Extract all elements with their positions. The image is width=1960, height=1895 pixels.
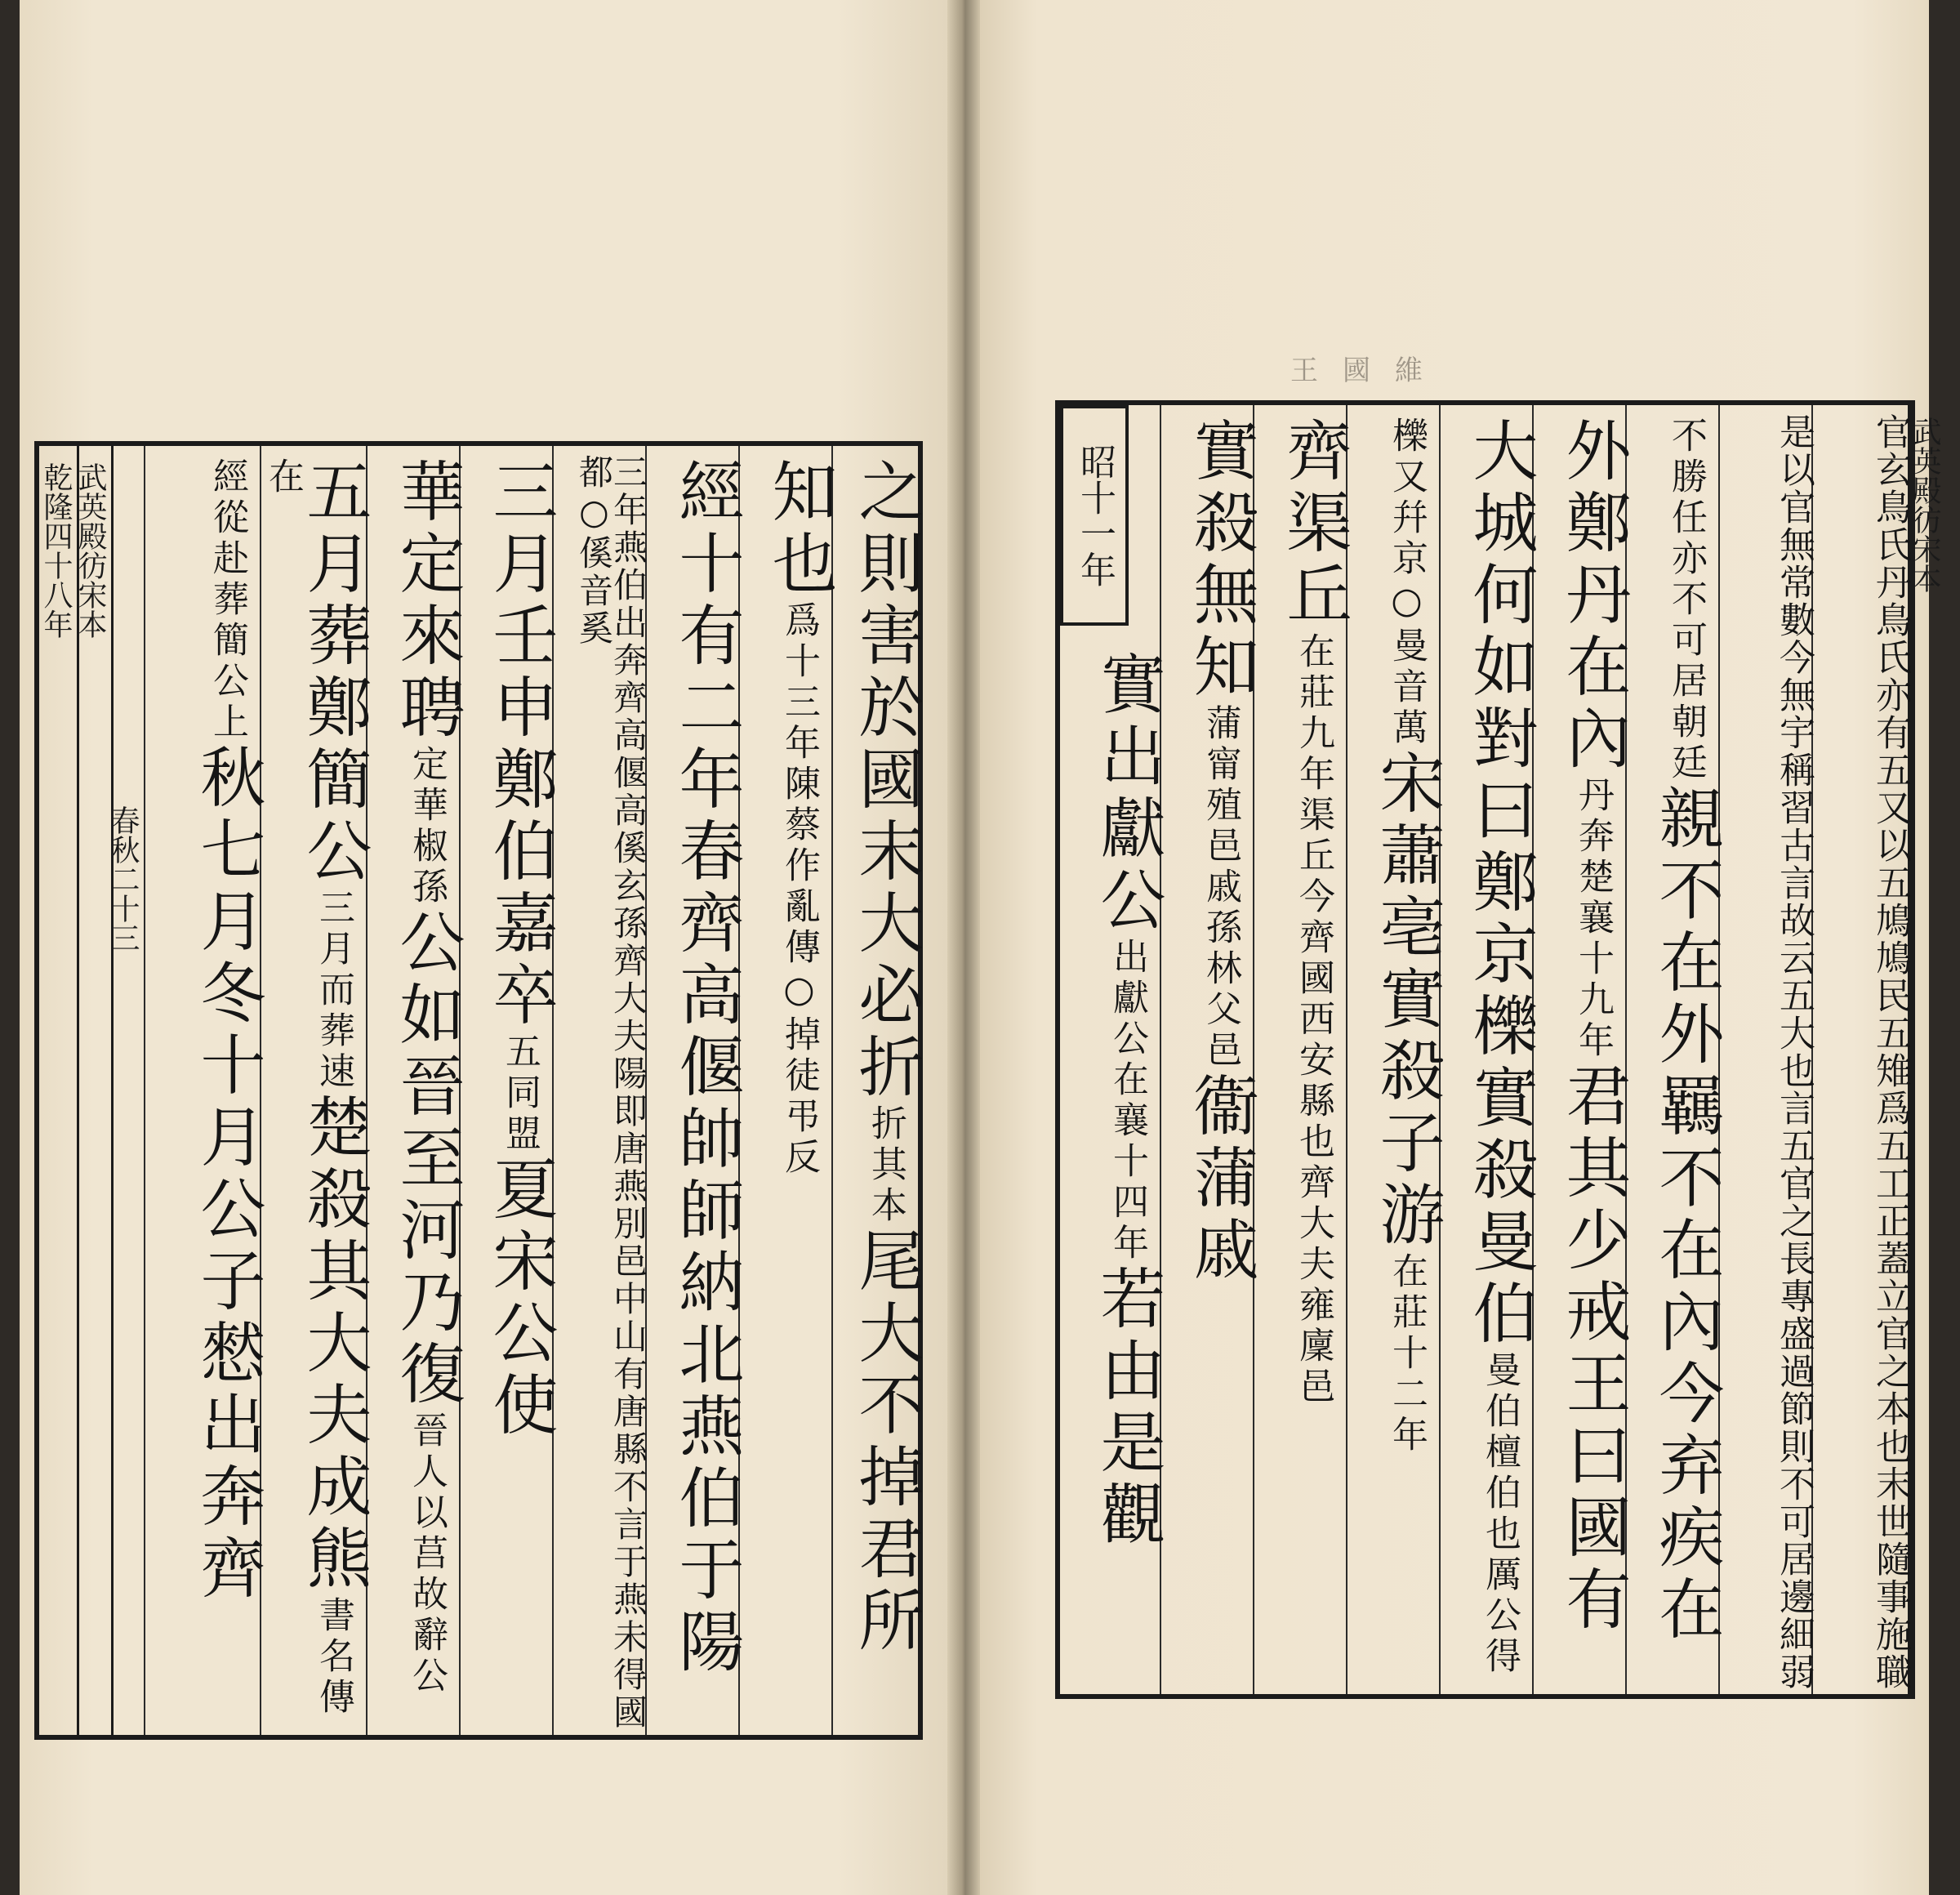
edge-label-edition: 武英殿彷宋本 (77, 446, 111, 1735)
edge-label-juan: 春秋二十三 (111, 446, 144, 1735)
right-edge-label: 武英殿彷宋本 (1913, 400, 1945, 1699)
juan-label-box: 昭十一年 (1060, 405, 1129, 626)
right-column-4: 外鄭丹在內丹奔楚襄十九年君其少戒王曰國有 (1532, 405, 1625, 1694)
right-column-1: 官玄鳥氏丹鳥氏亦有五又以五鳩鳩民五雉爲五工正蓋立官之本也末世隨事施職 (1811, 405, 1908, 1694)
left-column-4: 三年燕伯出奔齊高偃高傒玄孫齊大夫陽即唐燕別邑中山有唐縣不言于燕未得國都○傒音奚 (552, 446, 645, 1735)
right-column-9: 實出獻公出獻公在襄十四年若由是觀 (1089, 650, 1165, 1552)
right-column-6: 櫟又幷京○曼音萬宋蕭亳實殺子游在莊十二年 (1346, 405, 1439, 1694)
left-page (20, 0, 947, 1895)
book-gutter (947, 0, 980, 1895)
left-column-6: 華定來聘定華椒孫公如晉至河乃復晉人以莒故辭公 (366, 446, 459, 1735)
left-column-1: 之則害於國末大必折折其本尾大不掉君所 (831, 446, 918, 1735)
edge-label-year: 乾隆四十八年 (39, 462, 73, 639)
faded-stamp: 王國維 (1290, 354, 1447, 387)
right-page (980, 0, 1941, 1895)
left-column-3: 經十有二年春齊高偃帥師納北燕伯于陽 (645, 446, 738, 1735)
left-text-block (34, 441, 923, 1740)
left-column-5: 三月壬申鄭伯嘉卒五同盟夏宋公使 (459, 446, 552, 1735)
right-column-5: 大城何如對曰鄭京櫟實殺曼伯曼伯檀伯也厲公得 (1439, 405, 1532, 1694)
left-column-7: 五月葬鄭簡公三月而葬速楚殺其大夫成熊書名傳在 (260, 446, 366, 1735)
left-column-2: 知也爲十三年陳蔡作亂傳○掉徒弔反 (738, 446, 831, 1735)
right-column-2: 是以官無常數今無宇稱習古言故云五大也言五官之長專盛過節則不可居邊細弱 (1718, 405, 1811, 1694)
right-column-8: 實殺無知蒲甯殖邑戚孫林父邑衞蒲戚 (1160, 405, 1253, 1694)
right-column-7: 齊渠丘在莊九年渠丘今齊國西安縣也齊大夫雍廩邑 (1253, 405, 1346, 1694)
left-column-8: 經從赴葬簡公上秋七月冬十月公子憖出奔齊 (144, 446, 260, 1735)
right-text-block (1055, 400, 1913, 1699)
right-column-3: 不勝任亦不可居朝廷親不在外羈不在內今弃疾在 (1625, 405, 1718, 1694)
